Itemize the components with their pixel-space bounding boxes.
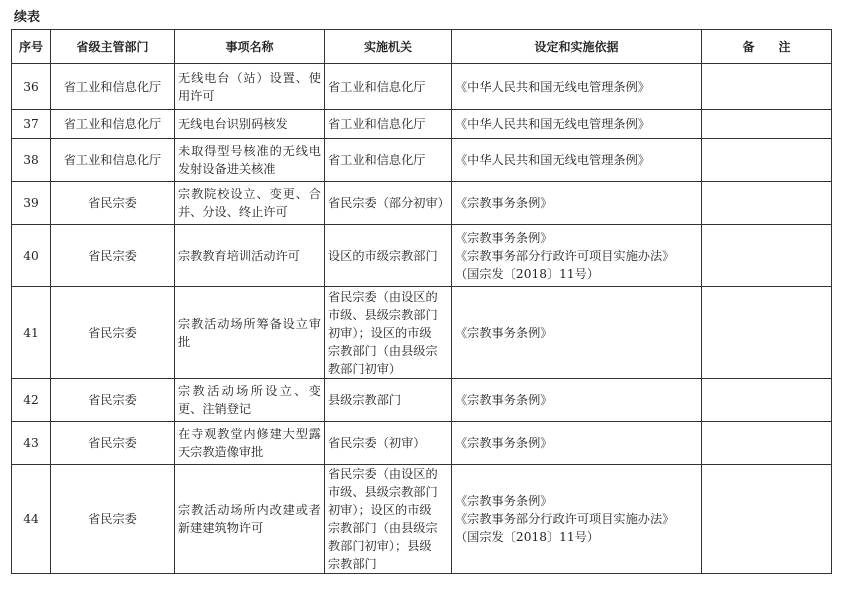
- cell-basis-line: 《宗教事务部分行政许可项目实施办法》: [455, 512, 675, 526]
- table-row: [12, 287, 832, 379]
- cell-dept: 省民宗委: [51, 379, 175, 422]
- cell-agency-line: 宗教部门: [328, 557, 377, 571]
- table-caption: 续表: [14, 10, 41, 25]
- table-row: [12, 139, 832, 182]
- cell-seq: 40: [12, 225, 51, 287]
- cell-agency: [325, 139, 452, 182]
- cell-seq: 43: [12, 422, 51, 465]
- cell-agency: [325, 379, 452, 422]
- cell-remark: [702, 182, 832, 225]
- cell-remark: [702, 465, 832, 574]
- cell-agency-line: 教部门初审）: [328, 361, 402, 376]
- cell-basis: [452, 465, 702, 574]
- cell-agency: [325, 64, 452, 110]
- header-remark: 备 注: [702, 30, 832, 64]
- cell-agency: [325, 287, 452, 379]
- cell-remark: [702, 379, 832, 422]
- cell-agency-line: 省民宗委（由设区的: [328, 467, 438, 481]
- cell-agency-line: 设区的市级宗教部门: [328, 248, 438, 263]
- header-row: [12, 30, 832, 64]
- cell-agency: [325, 110, 452, 139]
- cell-dept: 省民宗委: [51, 422, 175, 465]
- cell-agency: [325, 182, 452, 225]
- cell-agency-line: 省工业和信息化厅: [328, 79, 426, 94]
- cell-remark: [702, 422, 832, 465]
- cell-dept: 省民宗委: [51, 287, 175, 379]
- cell-basis: [452, 422, 702, 465]
- cell-item: 宗教活动场所内改建或者新建建筑物许可: [175, 465, 325, 574]
- cell-basis: [452, 64, 702, 110]
- table-row: [12, 110, 832, 139]
- cell-item: 宗教活动场所设立、变更、注销登记: [175, 379, 325, 422]
- table-row: [12, 182, 832, 225]
- cell-dept: 省工业和信息化厅: [51, 64, 175, 110]
- admin-license-table: [11, 29, 832, 574]
- cell-seq: 37: [12, 110, 51, 139]
- cell-agency-line: 省民宗委（部分初审）: [328, 196, 450, 210]
- cell-agency-line: 初审）；设区的市级: [328, 503, 432, 517]
- cell-item: 无线电台识别码核发: [175, 110, 325, 139]
- cell-seq: 38: [12, 139, 51, 182]
- cell-basis: [452, 110, 702, 139]
- cell-basis-line: 《宗教事务条例》: [455, 436, 553, 450]
- cell-basis-line: 《宗教事务条例》: [455, 325, 553, 340]
- cell-basis-line: 《中华人民共和国无线电管理条例》: [455, 153, 650, 167]
- cell-dept: 省工业和信息化厅: [51, 139, 175, 182]
- table-row: [12, 465, 832, 574]
- cell-agency-line: 市级、县级宗教部门: [328, 485, 438, 499]
- cell-item: 无线电台（站）设置、使用许可: [175, 64, 325, 110]
- cell-agency-line: 宗教部门（由县级宗: [328, 521, 438, 535]
- table-body: [12, 64, 832, 574]
- table-row: [12, 379, 832, 422]
- cell-basis-line: （国宗发〔2018〕11号）: [455, 266, 600, 281]
- cell-item: 在寺观教堂内修建大型露天宗教造像审批: [175, 422, 325, 465]
- cell-basis-line: 《宗教事务条例》: [455, 230, 553, 245]
- cell-basis-line: 《宗教事务条例》: [455, 196, 553, 210]
- cell-seq: 41: [12, 287, 51, 379]
- cell-agency-line: 省工业和信息化厅: [328, 117, 426, 131]
- cell-dept: 省民宗委: [51, 225, 175, 287]
- cell-item: 宗教活动场所筹备设立审批: [175, 287, 325, 379]
- cell-item: 宗教院校设立、变更、合并、分设、终止许可: [175, 182, 325, 225]
- cell-basis-line: （国宗发〔2018〕11号）: [455, 530, 600, 544]
- cell-agency: [325, 465, 452, 574]
- table-row: [12, 422, 832, 465]
- table-row: [12, 225, 832, 287]
- cell-remark: [702, 139, 832, 182]
- cell-agency: [325, 422, 452, 465]
- cell-item: 未取得型号核准的无线电发射设备进关核准: [175, 139, 325, 182]
- header-item: 事项名称: [175, 30, 325, 64]
- cell-remark: [702, 225, 832, 287]
- header-seq: 序号: [12, 30, 51, 64]
- cell-basis: [452, 287, 702, 379]
- cell-basis-line: 《中华人民共和国无线电管理条例》: [455, 117, 650, 131]
- cell-dept: 省民宗委: [51, 182, 175, 225]
- header-agency: 实施机关: [325, 30, 452, 64]
- table-row: [12, 64, 832, 110]
- cell-basis: [452, 379, 702, 422]
- cell-agency-line: 市级、县级宗教部门: [328, 307, 438, 322]
- cell-dept: 省工业和信息化厅: [51, 110, 175, 139]
- cell-agency-line: 教部门初审）；县级: [328, 539, 432, 553]
- cell-agency: [325, 225, 452, 287]
- cell-basis: [452, 225, 702, 287]
- cell-basis-line: 《宗教事务条例》: [455, 494, 553, 508]
- cell-agency-line: 初审）；设区的市级: [328, 325, 432, 340]
- cell-basis: [452, 182, 702, 225]
- cell-seq: 36: [12, 64, 51, 110]
- cell-seq: 39: [12, 182, 51, 225]
- cell-agency-line: 县级宗教部门: [328, 393, 402, 407]
- header-dept: 省级主管部门: [51, 30, 175, 64]
- cell-remark: [702, 64, 832, 110]
- cell-seq: 44: [12, 465, 51, 574]
- cell-basis: [452, 139, 702, 182]
- cell-basis-line: 《宗教事务部分行政许可项目实施办法》: [455, 248, 675, 263]
- cell-agency-line: 省民宗委（由设区的: [328, 289, 438, 304]
- header-basis: 设定和实施依据: [452, 30, 702, 64]
- cell-basis-line: 《宗教事务条例》: [455, 393, 553, 407]
- cell-agency-line: 宗教部门（由县级宗: [328, 343, 438, 358]
- cell-basis-line: 《中华人民共和国无线电管理条例》: [455, 79, 650, 94]
- cell-seq: 42: [12, 379, 51, 422]
- cell-dept: 省民宗委: [51, 465, 175, 574]
- cell-item: 宗教教育培训活动许可: [175, 225, 325, 287]
- cell-agency-line: 省工业和信息化厅: [328, 153, 426, 167]
- cell-remark: [702, 110, 832, 139]
- cell-remark: [702, 287, 832, 379]
- cell-agency-line: 省民宗委（初审）: [328, 436, 426, 450]
